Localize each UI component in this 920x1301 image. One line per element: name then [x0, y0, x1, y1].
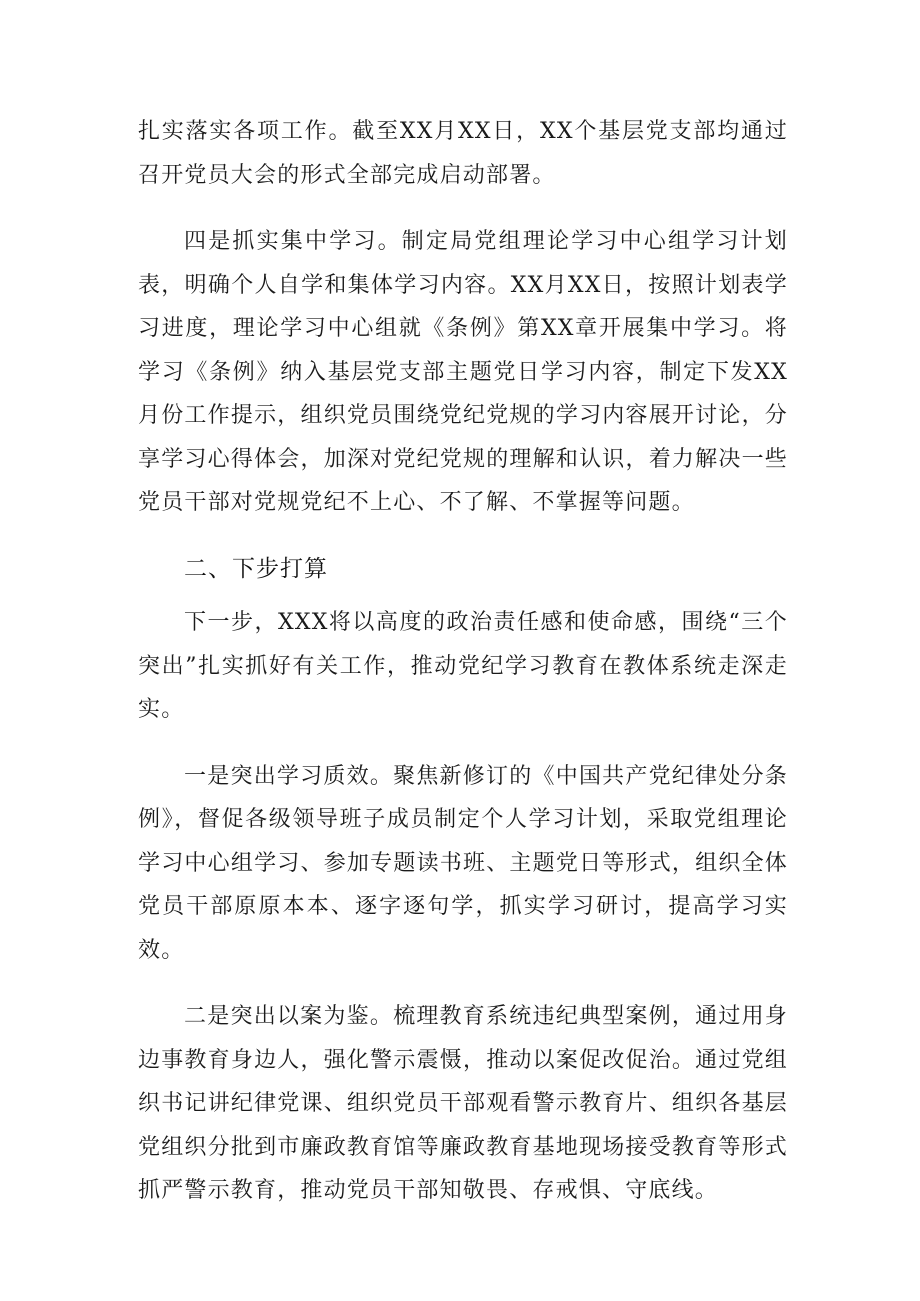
- section-heading-next-steps: 二、下步打算: [184, 555, 328, 582]
- paragraph-case-warning: 二是突出以案为鉴。梳理教育系统违纪典型案例，通过用身边事教育身边人，强化警示震慑，推动以案促改促治。通过党组织书记讲纪律党课、组织党员干部观看警示教育片、组织各基层党组织分批到市廉政教育馆等廉政教育基地现场接受教育等形式抓严警示教育，推动党员干部知敬畏、存戒惧、守底线。: [138, 1004, 788, 1203]
- document-body: [138, 110, 788, 1236]
- paragraph-continued: 扎实落实各项工作。截至XX月XX日，XX个基层党支部均通过召开党员大会的形式全部完成启动部署。: [138, 119, 788, 188]
- paragraph-focused-study: 四是抓实集中学习。制定局党组理论学习中心组学习计划表，明确个人自学和集体学习内容。XX月XX日，按照计划表学习进度，理论学习中心组就《条例》第XX章开展集中学习。将学习《条例》纳入基层党支部主题党日学习内容，制定下发XX月份工作提示，组织党员围绕党纪党规的学习内容展开讨论，分享学习心得体会，加深对党纪党规的理解和认识，着力解决一些党员干部对党规党纪不上心、不了解、不掌握等问题。: [138, 229, 788, 515]
- paragraph-next-step-intro: 下一步，XXX将以高度的政治责任感和使命感，围绕“三个突出”扎实抓好有关工作，推动党纪学习教育在教体系统走深走实。: [138, 610, 788, 722]
- paragraph-study-quality: 一是突出学习质效。聚焦新修订的《中国共产党纪律处分条例》，督促各级领导班子成员制定个人学习计划，采取党组理论学习中心组学习、参加专题读书班、主题党日等形式，组织全体党员干部原原本本、逐字逐句学，抓实学习研讨，提高学习实效。: [138, 763, 788, 963]
